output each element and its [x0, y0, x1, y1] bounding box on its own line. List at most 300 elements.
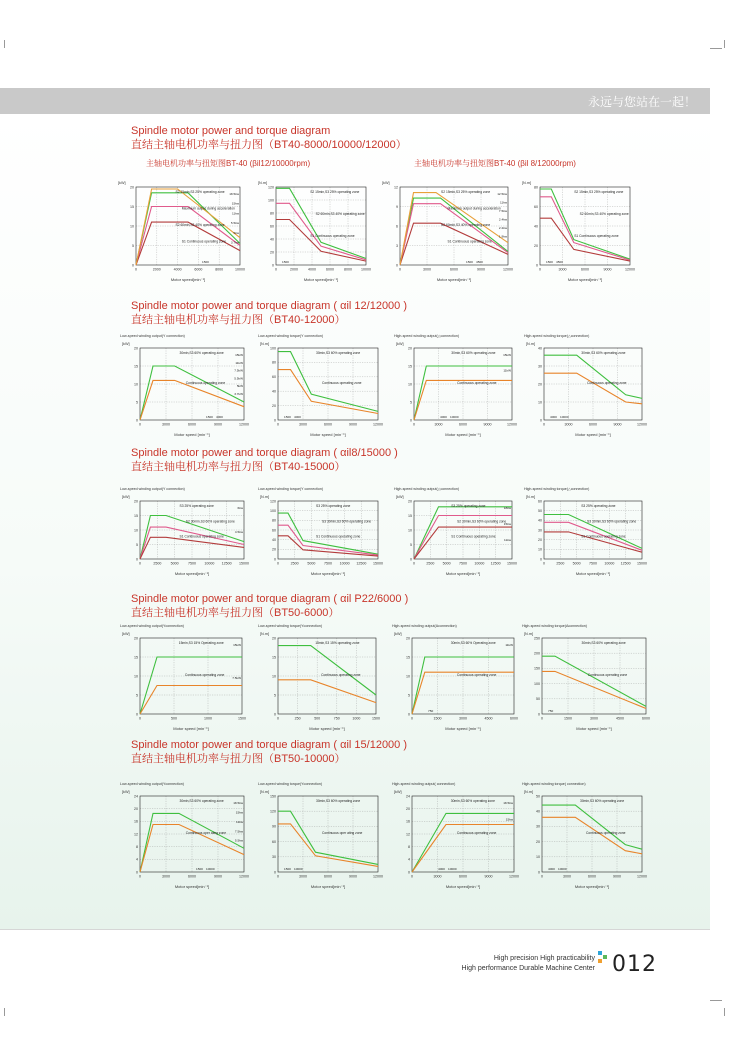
- value-annotation: 7.5kw: [234, 829, 243, 834]
- x-tick-label: 4500: [616, 716, 624, 721]
- section-title: [131, 592, 408, 620]
- y-tick-label: 20: [272, 403, 276, 408]
- section-title-en: Spindle motor power and torque diagram ( αil 15/12000 ): [131, 739, 408, 751]
- y-tick-label: 10: [538, 547, 542, 552]
- y-tick-label: 60: [272, 839, 276, 844]
- x-tick-label: 0: [541, 716, 543, 721]
- x-tick-label: 15000: [507, 561, 517, 566]
- x-tick-label: 15000: [373, 561, 383, 566]
- x-tick-label: 12000: [503, 267, 513, 272]
- y-tick-label: 10: [536, 855, 540, 860]
- value-annotation: 11kw: [232, 211, 239, 216]
- x-tick-label: 12000: [239, 874, 249, 879]
- zone-annotation: S2 60min,S3 40% operating zone: [315, 212, 365, 216]
- x-tick-label: 6000: [324, 874, 332, 879]
- x-tick-label: 15000: [239, 561, 249, 566]
- x-tick-label: 3000: [563, 874, 571, 879]
- x-tick-label: 10000: [204, 561, 215, 566]
- x-tick-label: 0: [541, 874, 543, 879]
- y-tick-label: 40: [270, 237, 274, 242]
- series-line: [136, 193, 240, 265]
- x-tick-label: 250: [294, 716, 301, 721]
- x-axis-label: Motor speed [min⁻¹]: [309, 726, 345, 731]
- footer-tagline-1: High precision High practicability: [493, 955, 595, 962]
- x-tick-label: 6000: [581, 267, 589, 272]
- value-annotation: 7.5kw: [498, 209, 507, 213]
- x-axis-label: Motor speed[min⁻¹]: [174, 884, 210, 889]
- zone-annotation: S1 Continuous operating zone: [447, 239, 492, 244]
- y-tick-label: 20: [134, 806, 138, 811]
- section-title: [131, 738, 407, 766]
- x-axis-label: Motor speed [min⁻¹]: [310, 432, 346, 437]
- x-tick-label: 0: [277, 874, 279, 879]
- chart-title: High-speed winding output(Aconnection): [392, 624, 457, 628]
- y-tick-label: 0: [408, 712, 410, 717]
- zone-annotation: 30min,S3 60% operating zone: [581, 641, 626, 645]
- x-tick-label: 8000: [344, 267, 352, 272]
- value-annotation: 11kw: [500, 200, 507, 205]
- chart-r3c3: [394, 485, 520, 579]
- y-tick-label: 0: [274, 418, 276, 423]
- x-axis-label: Motor speed[min⁻¹]: [310, 571, 346, 576]
- series-line: [414, 366, 512, 420]
- zone-annotation: Maximum output during acceleration: [181, 206, 235, 211]
- y-tick-label: 20: [406, 806, 410, 811]
- value-annotation: 1.9kw: [498, 234, 507, 239]
- chart-title: High-speed winding output(△connection): [394, 334, 460, 338]
- y-tick-label: 15: [134, 513, 138, 518]
- series-line: [276, 220, 366, 262]
- y-tick-label: 9: [396, 204, 398, 209]
- y-tick-label: 80: [272, 518, 276, 523]
- x-tick-label: 0: [413, 561, 415, 566]
- chart-r4c1: [120, 622, 250, 734]
- x-tick-label: 0: [139, 716, 141, 721]
- x-tick-label: 0: [139, 422, 141, 427]
- value-annotation: 15kw: [235, 810, 243, 815]
- x-tick-label: 10000: [604, 561, 615, 566]
- y-tick-label: 10: [538, 400, 542, 405]
- x-axis-label: Motor speed[min⁻¹]: [574, 884, 610, 889]
- x-tick-label: 6000: [326, 267, 334, 272]
- series-line: [136, 189, 240, 265]
- crop-mark: [4, 1008, 5, 1016]
- y-tick-label: 20: [536, 839, 540, 844]
- logo-square-icon: [598, 951, 602, 955]
- y-tick-label: 20: [408, 499, 412, 504]
- page-number: 012: [612, 952, 657, 977]
- series-line: [276, 188, 366, 258]
- y-tick-label: 10: [408, 382, 412, 387]
- section-title-cn: 直结主轴电机功率与扭力图（BT40-8000/10000/12000）: [131, 139, 407, 151]
- value-annotation: 1500: [466, 260, 473, 264]
- chart-title: Low-speed winding output(Yconnection): [120, 624, 184, 628]
- y-tick-label: 0: [274, 557, 276, 562]
- y-tick-label: 40: [534, 224, 538, 229]
- y-axis-label: [N.m]: [524, 790, 534, 794]
- x-tick-label: 0: [413, 422, 415, 427]
- y-tick-label: 20: [130, 185, 134, 190]
- y-tick-label: 0: [132, 263, 134, 268]
- value-annotation: 4000: [438, 867, 445, 871]
- zone-annotation: Continuous operating zone: [456, 831, 497, 835]
- x-tick-label: 500: [314, 716, 321, 721]
- value-annotation: 10000: [558, 867, 567, 871]
- y-axis-label: [N.m]: [258, 181, 268, 185]
- y-tick-label: 30: [272, 855, 276, 860]
- value-annotation: 1500: [282, 260, 289, 264]
- section-title-cn: 直结主轴电机功率与扭力图（BT40-12000）: [131, 314, 346, 326]
- x-tick-label: 9000: [613, 422, 622, 427]
- x-tick-label: 7500: [324, 561, 332, 566]
- x-axis-label: Motor speed[min⁻¹]: [170, 277, 206, 282]
- x-tick-label: 12500: [620, 561, 631, 566]
- x-tick-label: 12500: [490, 561, 501, 566]
- x-tick-label: 0: [411, 716, 413, 721]
- x-tick-label: 6000: [459, 422, 467, 427]
- x-tick-label: 9000: [484, 874, 493, 879]
- y-tick-label: 20: [134, 346, 138, 351]
- x-tick-label: 6000: [188, 874, 196, 879]
- chart-r2c4: [524, 332, 650, 440]
- zone-annotation: 30min,S3 60% operating zone: [451, 351, 496, 355]
- x-tick-label: 1500: [433, 716, 442, 721]
- chart-title: Low-speed winding output(Yconnection): [120, 782, 184, 786]
- y-tick-label: 120: [270, 499, 276, 504]
- x-axis-label: Motor speed [min⁻¹]: [576, 726, 612, 731]
- section-title-cn: 直结主轴电机功率与扭力图（BT40-15000）: [131, 461, 346, 473]
- x-tick-label: 0: [411, 874, 413, 879]
- chart-r4c3: [392, 622, 522, 734]
- value-annotation: 5.5kw: [230, 221, 239, 226]
- y-axis-label: [N.m]: [524, 632, 534, 636]
- section-title-en: Spindle motor power and torque diagram ( αil P22/6000 ): [131, 593, 409, 605]
- footer-tagline-2: High performance Durable Machine Center: [461, 965, 595, 972]
- x-tick-label: 10000: [474, 561, 485, 566]
- y-tick-label: 40: [272, 537, 276, 542]
- x-tick-label: 3000: [162, 874, 170, 879]
- x-tick-label: 2500: [153, 561, 162, 566]
- y-tick-label: 0: [274, 870, 276, 875]
- value-annotation: 15kw: [231, 201, 239, 206]
- value-annotation: 1500: [202, 260, 209, 264]
- x-tick-label: 0: [277, 561, 279, 566]
- y-tick-label: 90: [272, 824, 276, 829]
- zone-annotation: S1 Continuous operating zone: [581, 534, 626, 539]
- x-tick-label: 9000: [349, 874, 357, 879]
- y-tick-label: 5: [136, 693, 138, 698]
- value-annotation: 4000: [550, 415, 557, 419]
- zone-annotation: S2 60min,S3 40% operating zone: [441, 223, 491, 227]
- value-annotation: 5.5kW: [234, 376, 243, 381]
- x-axis-label: Motor speed [min⁻¹]: [173, 726, 209, 731]
- chart-group-subtitle: 主轴电机功率与扭矩图BT-40 (βil 8/12000rpm): [414, 159, 576, 168]
- zone-annotation: Continuous operating zone: [322, 381, 362, 385]
- y-tick-label: 60: [534, 204, 538, 209]
- value-annotation: 4000: [294, 415, 301, 419]
- y-tick-label: 15: [406, 655, 410, 660]
- value-annotation: 15kW: [235, 353, 243, 357]
- y-tick-label: 100: [534, 681, 540, 686]
- y-tick-label: 5: [408, 693, 410, 698]
- header-bar: [0, 88, 710, 114]
- x-tick-label: 7500: [188, 561, 196, 566]
- zone-annotation: S3 30min,S3 60% operating zone: [587, 519, 637, 524]
- y-tick-label: 15: [272, 655, 276, 660]
- y-tick-label: 80: [270, 211, 274, 216]
- value-annotation: 18kw: [503, 506, 511, 510]
- x-tick-label: 9000: [214, 422, 222, 427]
- y-tick-label: 15: [134, 364, 138, 369]
- value-annotation: 5.5kw: [234, 838, 243, 843]
- y-tick-label: 30: [536, 824, 540, 829]
- x-tick-label: 3000: [459, 716, 467, 721]
- y-tick-label: 200: [534, 651, 540, 656]
- x-tick-label: 0: [543, 422, 545, 427]
- chart-title: Low-speed winding output(Y connection): [120, 487, 185, 491]
- value-annotation: 5kw: [233, 230, 239, 235]
- value-annotation: 1500: [284, 867, 291, 871]
- y-tick-label: 60: [270, 224, 274, 229]
- value-annotation: 2.4kw: [498, 217, 507, 222]
- y-tick-label: 0: [274, 712, 276, 717]
- x-tick-label: 12000: [625, 267, 635, 272]
- y-axis-label: [N.m]: [260, 495, 270, 499]
- value-annotation: 10000: [206, 867, 215, 871]
- value-annotation: 12.5kw: [497, 192, 507, 196]
- logo-square-icon: [598, 959, 602, 963]
- y-tick-label: 15: [408, 513, 412, 518]
- x-tick-label: 3000: [433, 874, 442, 879]
- y-axis-label: [kW]: [122, 632, 130, 636]
- chart-title: High-speed winding torque(△connection): [524, 334, 590, 338]
- x-tick-label: 3000: [299, 422, 307, 427]
- chart-title: Low-speed winding torque(Yconnection): [258, 624, 323, 628]
- x-tick-label: 0: [277, 422, 279, 427]
- crop-mark: [710, 48, 722, 49]
- series-line: [400, 204, 508, 265]
- x-tick-label: 5000: [170, 561, 179, 566]
- x-axis-label: Motor speed[min⁻¹]: [445, 571, 481, 576]
- x-tick-label: 12000: [507, 422, 517, 427]
- zone-annotation: S2 15min,S3 25% operating zone: [441, 190, 491, 194]
- x-tick-label: 12000: [239, 422, 249, 427]
- y-tick-label: 0: [136, 557, 138, 562]
- section-title-cn: 直结主轴电机功率与扭力图（BT50-10000）: [131, 753, 346, 765]
- y-tick-label: 10: [134, 674, 138, 679]
- zone-annotation: S1 Continuous operating zone: [451, 534, 496, 539]
- value-annotation: 15kw: [503, 522, 511, 526]
- chart-r3c2: [258, 485, 386, 579]
- chart-r5c1: [120, 780, 252, 892]
- zone-annotation: S1 Continuous operating zone: [179, 534, 224, 539]
- y-tick-label: 50: [538, 508, 542, 513]
- x-axis-label: Motor speed[min⁻¹]: [303, 277, 339, 282]
- y-tick-label: 12: [406, 832, 410, 837]
- x-axis-label: Motor speed[min⁻¹]: [567, 277, 603, 282]
- chart-title: High-speed winding output(△connection): [394, 487, 460, 491]
- x-tick-label: 0: [543, 561, 545, 566]
- y-tick-label: 24: [134, 794, 138, 799]
- y-tick-label: 0: [410, 418, 412, 423]
- value-annotation: 4000: [216, 415, 223, 419]
- y-tick-label: 4: [136, 857, 138, 862]
- x-axis-label: Motor speed[min⁻¹]: [445, 884, 481, 889]
- y-tick-label: 10: [130, 224, 134, 229]
- y-tick-label: 5: [132, 243, 134, 248]
- chart-r2c1: [120, 332, 252, 440]
- x-tick-label: 4000: [173, 267, 182, 272]
- value-annotation: 10000: [560, 415, 569, 419]
- section-title: [131, 299, 407, 327]
- y-tick-label: 16: [134, 819, 138, 824]
- value-annotation: 1500: [546, 260, 553, 264]
- zone-annotation: S2 60min,S3 40% operating zone: [579, 212, 629, 216]
- y-tick-label: 30: [538, 528, 542, 533]
- y-tick-label: 0: [538, 870, 540, 875]
- chart-title: High-speed winding torque(Aconnection): [522, 624, 587, 628]
- x-tick-label: 12500: [221, 561, 232, 566]
- chart-r4c2: [258, 622, 384, 734]
- x-tick-label: 12000: [373, 874, 383, 879]
- x-tick-label: 6000: [510, 716, 518, 721]
- y-tick-label: 5: [410, 542, 412, 547]
- chart-r5c3: [392, 780, 522, 892]
- x-tick-label: 8000: [215, 267, 224, 272]
- y-tick-label: 100: [268, 198, 274, 203]
- zone-annotation: 30min,S3 60% operating zone: [580, 799, 625, 803]
- value-annotation: 15kW: [233, 643, 241, 647]
- value-annotation: 1500: [196, 867, 203, 871]
- zone-annotation: Continuous operating zone: [184, 673, 225, 677]
- x-tick-label: 3000: [434, 422, 443, 427]
- x-tick-label: 3000: [558, 267, 567, 272]
- section-title-en: Spindle motor power and torque diagram: [131, 125, 331, 137]
- x-tick-label: 0: [275, 267, 277, 272]
- y-tick-label: 10: [406, 674, 410, 679]
- x-tick-label: 3000: [423, 267, 431, 272]
- y-tick-label: 80: [534, 185, 538, 190]
- value-annotation: 3.7kw: [230, 240, 239, 245]
- y-tick-label: 0: [136, 418, 138, 423]
- y-tick-label: 150: [270, 794, 276, 799]
- y-tick-label: 5: [136, 400, 138, 405]
- value-annotation: 15kw: [505, 817, 513, 822]
- x-tick-label: 12000: [637, 874, 647, 879]
- value-annotation: 10000: [294, 867, 303, 871]
- y-tick-label: 60: [272, 375, 276, 380]
- y-tick-label: 20: [538, 537, 542, 542]
- y-axis-label: [N.m]: [526, 342, 536, 346]
- y-tick-label: 150: [534, 666, 540, 671]
- zone-annotation: Continuous oper ating zone: [322, 831, 363, 835]
- value-annotation: 2.2kw: [498, 226, 507, 230]
- x-tick-label: 5000: [572, 561, 581, 566]
- series-line: [140, 366, 244, 420]
- zone-annotation: 15min,S3 15% Operating zone: [178, 641, 224, 645]
- series-line: [140, 686, 242, 715]
- chart-r5c4: [522, 780, 650, 892]
- y-tick-label: 60: [272, 528, 276, 533]
- x-tick-label: 6000: [324, 422, 332, 427]
- y-tick-label: 20: [134, 636, 138, 641]
- y-tick-label: 0: [540, 418, 542, 423]
- chart-r4c4: [522, 622, 654, 734]
- x-axis-label: Motor speed [min⁻¹]: [575, 432, 611, 437]
- y-tick-label: 60: [538, 499, 542, 504]
- y-tick-label: 15: [408, 364, 412, 369]
- value-annotation: 4500: [476, 260, 483, 264]
- zone-annotation: S2 15min,S3 25% operating zone: [574, 190, 624, 194]
- zone-annotation: S1 Continuous operating zone: [310, 234, 355, 238]
- x-axis-label: Motor speed [min⁻¹]: [174, 432, 210, 437]
- y-tick-label: 0: [408, 870, 410, 875]
- value-annotation: 10000: [450, 415, 459, 419]
- zone-annotation: 15min,S3 15% operating zone: [315, 641, 360, 645]
- y-tick-label: 40: [538, 346, 542, 351]
- y-tick-label: 0: [538, 712, 540, 717]
- chart-title: Low-speed winding torque(Y connection): [258, 334, 324, 338]
- y-axis-label: [N.m]: [260, 342, 270, 346]
- y-axis-label: [N.m]: [526, 495, 536, 499]
- value-annotation: 7.5kW: [234, 368, 243, 373]
- y-tick-label: 120: [270, 809, 276, 814]
- value-annotation: 18.5kw: [229, 192, 239, 196]
- value-annotation: 7.5kW: [232, 676, 241, 680]
- y-tick-label: 12: [134, 832, 138, 837]
- x-tick-label: 9000: [214, 874, 222, 879]
- value-annotation: 11kW: [235, 360, 243, 365]
- y-tick-label: 20: [538, 382, 542, 387]
- x-tick-label: 6000: [450, 267, 458, 272]
- x-tick-label: 9000: [349, 422, 357, 427]
- y-tick-label: 3: [396, 243, 398, 248]
- y-tick-label: 12: [394, 185, 398, 190]
- crop-mark: [724, 40, 725, 48]
- value-annotation: 10000: [448, 867, 457, 871]
- y-tick-label: 0: [396, 263, 398, 268]
- x-tick-label: 12000: [509, 874, 519, 879]
- y-tick-label: 40: [272, 389, 276, 394]
- x-tick-label: 0: [135, 267, 137, 272]
- zone-annotation: S2 30min,S3 60% operating zone: [185, 519, 235, 524]
- y-tick-label: 20: [272, 547, 276, 552]
- footer-divider: [0, 929, 710, 930]
- zone-annotation: Continuous operating zone: [321, 673, 361, 677]
- zone-annotation: S3 30min,S3 60% operating zone: [322, 519, 372, 524]
- x-tick-label: 6000: [589, 422, 597, 427]
- series-line: [400, 223, 508, 265]
- y-tick-label: 120: [268, 185, 274, 190]
- value-annotation: 5kW: [236, 384, 243, 388]
- zone-annotation: Continuous operating zone: [185, 381, 226, 385]
- x-tick-label: 0: [277, 716, 279, 721]
- y-axis-label: [kW]: [118, 181, 126, 185]
- zone-annotation: Continuous operating zone: [456, 673, 497, 677]
- chart-r5c2: [258, 780, 386, 892]
- y-tick-label: 4: [408, 857, 410, 862]
- x-axis-label: Motor speed [min⁻¹]: [445, 726, 481, 731]
- x-axis-label: Motor speed[min⁻¹]: [174, 571, 210, 576]
- x-tick-label: 3000: [162, 422, 170, 427]
- x-axis-label: Motor speed[min⁻¹]: [310, 884, 346, 889]
- crop-mark: [710, 1000, 722, 1001]
- zone-annotation: 30min,S3 60% operating zone: [316, 351, 361, 355]
- y-tick-label: 30: [538, 364, 542, 369]
- x-tick-label: 2500: [290, 561, 299, 566]
- x-axis-label: Motor speed [min⁻¹]: [445, 432, 481, 437]
- y-axis-label: [kW]: [382, 181, 390, 185]
